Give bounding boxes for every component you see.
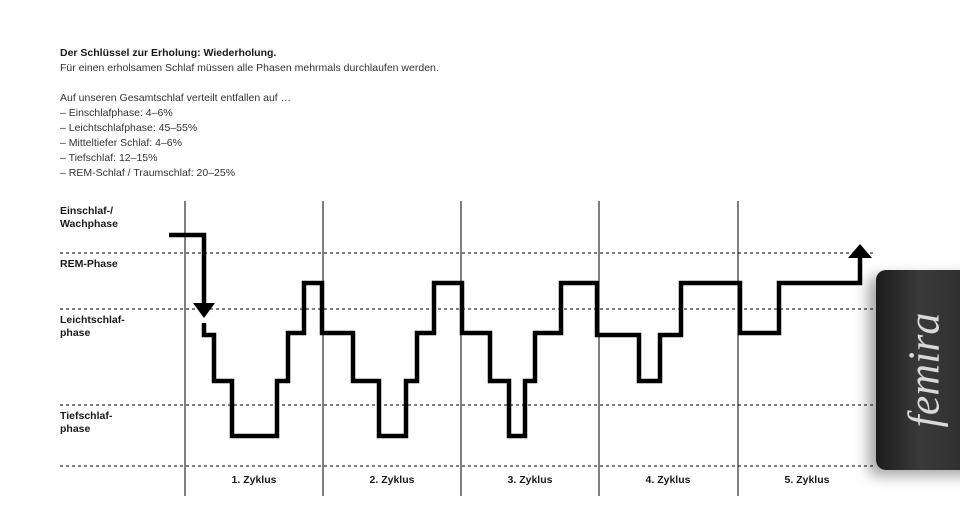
stage-label-deep: Tiefschlaf- phase	[60, 410, 113, 435]
cycle-label-5: 5. Zyklus	[784, 474, 830, 486]
list-item: – Leichtschlafphase: 45–55%	[60, 122, 198, 134]
stage-label-wake: Einschlaf-/ Wachphase	[60, 205, 118, 230]
stage-label-rem: REM-Phase	[60, 258, 118, 270]
cycle-label-3: 3. Zyklus	[507, 474, 553, 486]
cycle-label-4: 4. Zyklus	[645, 474, 691, 486]
list-item: – Mitteltiefer Schlaf: 4–6%	[60, 137, 182, 149]
cycle-dividers	[185, 201, 738, 496]
list-item: – Einschlafphase: 4–6%	[60, 107, 173, 119]
intro-title: Der Schlüssel zur Erholung: Wiederholung.	[60, 47, 277, 59]
hypnogram-line	[204, 256, 860, 436]
cycle-label-1: 1. Zyklus	[231, 474, 277, 486]
intro-lead: Auf unseren Gesamtschlaf verteilt entfallen auf …	[60, 92, 292, 104]
brand-label-tag	[876, 270, 960, 470]
brand-logo: femira	[899, 312, 949, 428]
list-item: – REM-Schlaf / Traumschlaf: 20–25%	[60, 167, 236, 179]
stage-label-light: Leichtschlaf- phase	[60, 314, 125, 339]
arrow-down-icon	[193, 303, 215, 318]
sleep-onset-line	[169, 235, 204, 306]
intro-subtitle: Für einen erholsamen Schlaf müssen alle Phasen mehrmals durchlaufen werden.	[60, 62, 439, 74]
stage-gridlines	[60, 253, 876, 466]
cycle-label-2: 2. Zyklus	[369, 474, 415, 486]
arrow-up-icon	[848, 244, 872, 258]
list-item: – Tiefschlaf: 12–15%	[60, 152, 158, 164]
